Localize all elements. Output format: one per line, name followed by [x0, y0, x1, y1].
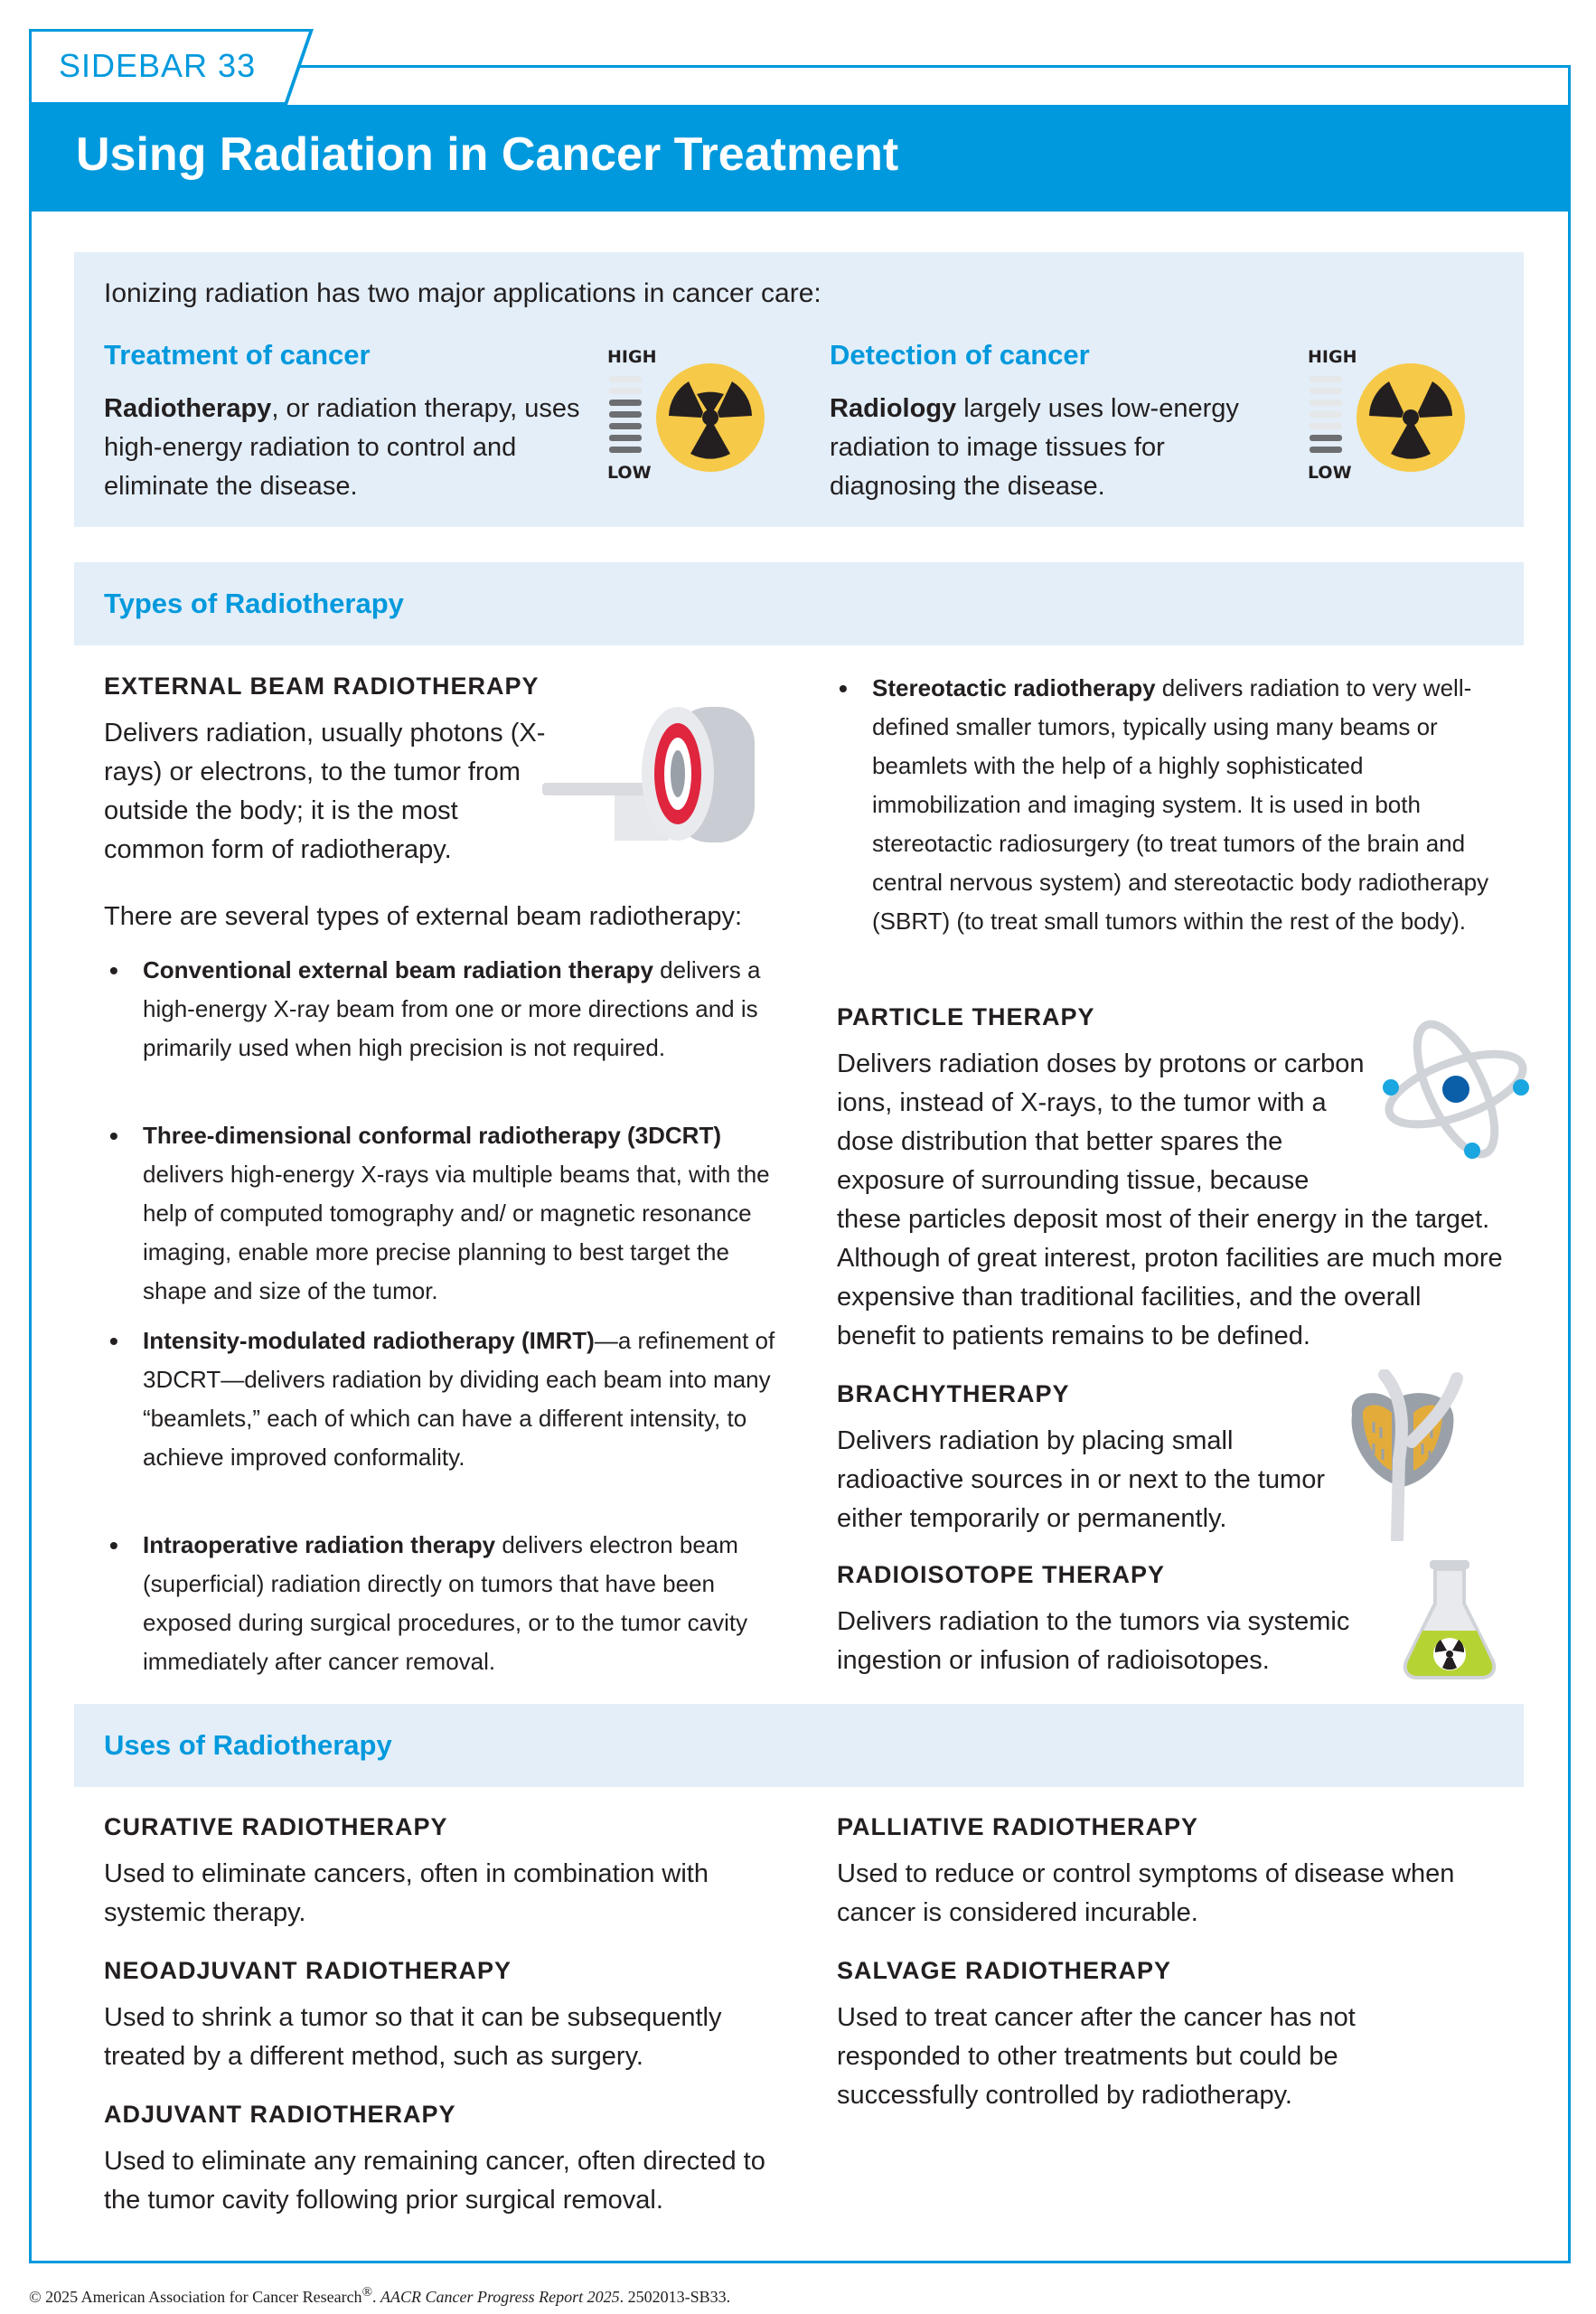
palliative-text: Used to reduce or control symptoms of disease when cancer is considered incurable.: [837, 1859, 1455, 1927]
footer-registered-mark: ®: [361, 2285, 372, 2300]
meter-high-label: HIGH: [607, 347, 657, 367]
imrt-term: Intensity-modulated radiotherapy (IMRT): [143, 1327, 595, 1354]
meter-low-label: LOW: [607, 463, 652, 483]
radiation-icon: [1355, 362, 1467, 474]
footer-report-title: AACR Cancer Progress Report 2025: [380, 2288, 620, 2306]
energy-bar: [1310, 376, 1342, 382]
imrt-desc: —a refinement of 3DCRT—delivers radiation by dividing each beam into many “beamlets,” each of which can have a different intensity, to achieve improved conformality.: [143, 1327, 775, 1471]
energy-level-bars: [1310, 372, 1346, 463]
copyright-footer: [29, 2285, 730, 2307]
atom-icon: [1379, 1008, 1533, 1171]
treatment-desc: , or radiation therapy, uses high-energy radiation to control and eliminate the disease.: [104, 394, 580, 501]
external-beam-heading: EXTERNAL BEAM RADIOTHERAPY: [104, 673, 540, 700]
particle-heading: PARTICLE THERAPY: [837, 1003, 1095, 1030]
stereotactic-desc: delivers radiation to very well-defined smaller tumors, typically using many beams or beamlets with the help of a highly sophisticated immobilization and imaging system. It is used in both stereotactic radiosurgery (to treat tumors of the brain and central nervous system) and stereotactic body radiotherapy (SBRT) (to treat small tumors within the rest of the body).: [872, 674, 1489, 935]
energy-bar: [1310, 411, 1342, 418]
treatment-heading: Treatment of cancer: [104, 339, 371, 371]
radioisotope-text: Delivers radiation to the tumors via systemic ingestion or infusion of radioisotopes.: [837, 1607, 1350, 1675]
radiation-icon: [654, 362, 766, 474]
treatment-energy-meter: [607, 347, 779, 492]
bullet-dot: •: [109, 1531, 118, 1559]
detection-desc: largely uses low-energy radiation to image tissues for diagnosing the disease.: [830, 394, 1239, 501]
adjuvant-text: Used to eliminate any remaining cancer, often directed to the tumor cavity following prior surgical removal.: [104, 2147, 765, 2215]
energy-bar: [609, 435, 642, 441]
three-d-term: Three-dimensional conformal radiotherapy (3DCRT): [143, 1122, 721, 1149]
meter-high-label: HIGH: [1308, 347, 1357, 367]
energy-bar: [1310, 435, 1342, 441]
footer-copyright: © 2025 American Association for Cancer Research: [29, 2288, 362, 2306]
energy-bar: [1310, 388, 1342, 394]
intro-lead: Ionizing radiation has two major applications in cancer care:: [104, 278, 821, 308]
energy-bar: [1310, 447, 1342, 453]
adjuvant-heading: ADJUVANT RADIOTHERAPY: [104, 2101, 456, 2128]
bullet-dot: •: [839, 674, 848, 702]
detection-term: Radiology: [830, 394, 957, 423]
treatment-term: Radiotherapy: [104, 394, 272, 423]
flask-icon: [1395, 1555, 1504, 1681]
prostate-seed-icon: [1321, 1369, 1484, 1541]
energy-bar: [609, 411, 642, 418]
energy-bar: [609, 447, 642, 453]
sidebar-tag: [29, 29, 314, 105]
energy-bar: [609, 376, 642, 382]
curative-heading: CURATIVE RADIOTHERAPY: [104, 1813, 448, 1840]
three-d-item: [143, 1116, 784, 1311]
intraoperative-term: Intraoperative radiation therapy: [143, 1531, 496, 1558]
sidebar-tag-label: SIDEBAR 33: [59, 47, 257, 84]
conventional-item: [143, 951, 784, 1068]
conventional-term: Conventional external beam radiation therapy: [143, 956, 653, 983]
three-d-desc: delivers high-energy X-rays via multiple beams that, with the help of computed tomography and/ or magnetic resonance imaging, enable more precise planning to best target the shape and size of the tumor.: [143, 1161, 770, 1304]
palliative-heading: PALLIATIVE RADIOTHERAPY: [837, 1813, 1199, 1840]
meter-low-label: LOW: [1308, 463, 1352, 483]
brachytherapy-text: Delivers radiation by placing small radioactive sources in or next to the tumor either temporarily or permanently.: [837, 1426, 1325, 1533]
types-section-title: Types of Radiotherapy: [104, 588, 404, 619]
detection-text: [830, 390, 1272, 506]
footer-separator: .: [371, 2288, 380, 2306]
ct-scanner-icon: [533, 696, 777, 850]
energy-bar: [609, 400, 642, 406]
detection-energy-meter: [1308, 347, 1479, 492]
particle-body: Delivers radiation doses by protons or carbon ions, instead of X-rays, to the tumor with a dose distribution that better spares the exposure of surrounding tissue, because these particles deposit most of their energy in the target. Although of great interest, proton facilities are much more expensive than traditional facilities, and the overall benefit to patients remains to be defined.: [837, 1049, 1503, 1350]
treatment-text: [104, 390, 583, 506]
neoadjuvant-heading: NEOADJUVANT RADIOTHERAPY: [104, 1957, 512, 1984]
salvage-heading: SALVAGE RADIOTHERAPY: [837, 1957, 1172, 1984]
conventional-desc: delivers a high-energy X-ray beam from one or more directions and is primarily used when high precision is not required.: [143, 956, 761, 1061]
external-beam-text: Delivers radiation, usually photons (X-rays) or electrons, to the tumor from outside the body; it is the most common form of radiotherapy.: [104, 719, 546, 864]
energy-bar: [1310, 423, 1342, 429]
energy-level-bars: [609, 372, 645, 463]
salvage-text: Used to treat cancer after the cancer has not responded to other treatments but could be successfully controlled by radiotherapy.: [837, 2003, 1356, 2110]
intraoperative-desc: delivers electron beam (superficial) radiation directly on tumors that have been exposed during surgical procedures, or to the tumor cavity immediately after cancer removal.: [143, 1531, 748, 1675]
uses-section-title: Uses of Radiotherapy: [104, 1729, 392, 1761]
bullet-dot: •: [109, 1122, 118, 1150]
bullet-dot: •: [109, 956, 118, 984]
energy-bar: [1310, 400, 1342, 406]
stereotactic-term: Stereotactic radiotherapy: [872, 674, 1156, 701]
brachytherapy-heading: BRACHYTHERAPY: [837, 1380, 1070, 1407]
stereotactic-item: [872, 669, 1505, 941]
curative-text: Used to eliminate cancers, often in combination with systemic therapy.: [104, 1859, 709, 1927]
external-types-intro: There are several types of external beam radiotherapy:: [104, 902, 743, 931]
intraoperative-item: [143, 1526, 775, 1681]
bullet-dot: •: [109, 1327, 118, 1355]
imrt-item: [143, 1322, 775, 1477]
detection-heading: Detection of cancer: [830, 339, 1090, 371]
radioisotope-heading: RADIOISOTOPE THERAPY: [837, 1561, 1166, 1588]
page-title: Using Radiation in Cancer Treatment: [76, 128, 899, 181]
footer-code: . 2502013-SB33.: [619, 2288, 731, 2306]
energy-bar: [609, 423, 642, 429]
energy-bar: [609, 388, 642, 394]
neoadjuvant-text: Used to shrink a tumor so that it can be subsequently treated by a different method, such as surgery.: [104, 2003, 722, 2071]
